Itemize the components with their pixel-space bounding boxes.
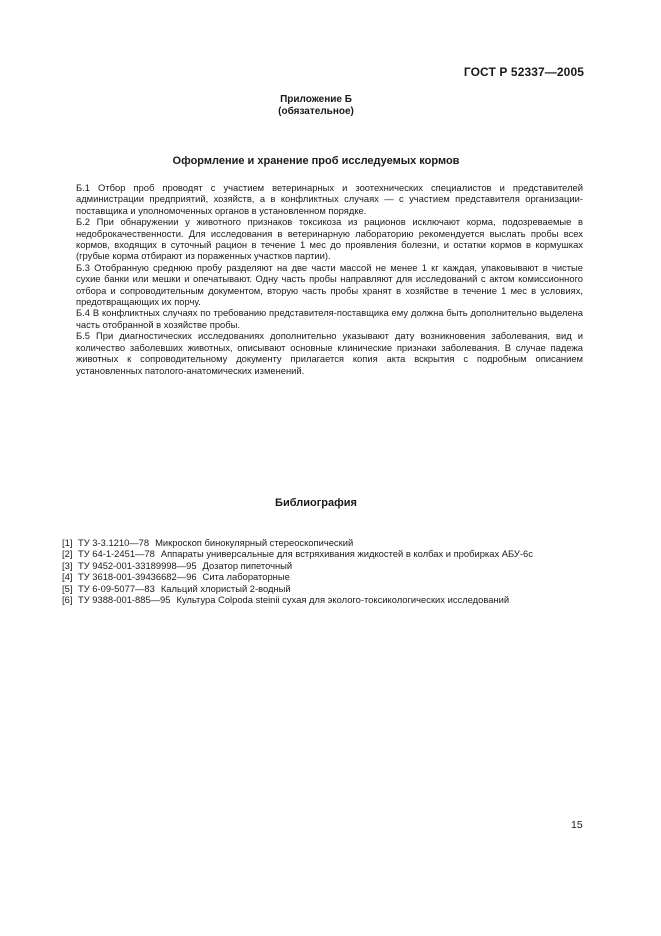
bibliography-item-title: Культура Colpoda steinii сухая для эколого-токсикологических исследований (176, 594, 510, 606)
bibliography-item-number: [5] (62, 582, 73, 594)
bibliography-item-title: Кальций хлористый 2-водный (160, 582, 291, 594)
appendix-title: Приложение Б (280, 94, 352, 105)
bibliography-item-title: Аппараты универсальные для встряхивания жидкостей в колбах и пробирках АБУ-6с (160, 548, 533, 560)
bibliography-item-number: [6] (62, 594, 73, 606)
bibliography-item-number: [3] (62, 559, 73, 571)
page-number: 15 (571, 819, 583, 831)
paragraph-b1: Б.1 Отбор проб проводят с участием ветеринарных и зоотехнических специалистов и представителей администрации предприятий, хозяйств, а в конфликтных случаях — с участием представителя организации-поставщика и уполномоченных органов в установленном порядке. (76, 182, 583, 216)
bibliography-list (62, 537, 602, 605)
bibliography-item-title: Дозатор пипеточный (202, 559, 293, 571)
appendix-subtitle: (обязательное) (278, 106, 354, 117)
paragraph-b2: Б.2 При обнаружении у животного признаков токсикоза из рационов исключают корма, подозреваемые в недоброкачественности. Для исследования в ветеринарную лабораторию рекомендуется выслать пробы всех кормов, входящих в суточный рацион в течение 1 мес до проявления болезни, и остатки кормов в кормушках (грубые корма отбирают из пораженных участков партии). (76, 216, 583, 262)
bibliography-item-standard: ТУ 9452-001-33189998—95 (78, 559, 197, 571)
section-title: Оформление и хранение проб исследуемых кормов (172, 155, 460, 167)
bibliography-item (62, 537, 602, 548)
bibliography-item (62, 583, 602, 594)
bibliography-item-standard: ТУ 64-1-2451—78 (78, 548, 155, 560)
bibliography-item-title: Сита лабораторные (202, 571, 290, 583)
section-body (76, 182, 583, 376)
appendix-heading (0, 94, 632, 118)
bibliography-item-standard: ТУ 3618-001-39436682—96 (78, 571, 197, 583)
paragraph-b3: Б.3 Отобранную среднюю пробу разделяют на две части массой не менее 1 кг каждая, упаковывают в чистые сухие банки или мешки и опечатывают. Одну часть пробы направляют для исследований с актом комиссионного отбора и сопроводительным документом, вторую часть пробы хранят в хозяйстве в течение 1 мес в условиях, предотвращающих их порчу. (76, 261, 583, 308)
bibliography-item-standard: ТУ 6-09-5077—83 (78, 582, 155, 594)
bibliography-item (62, 594, 602, 605)
bibliography-item-standard: ТУ 9388-001-885—95 (78, 594, 171, 606)
bibliography-item-number: [4] (62, 571, 73, 583)
paragraph-b5: Б.5 При диагностических исследованиях дополнительно указывают дату возникновения заболевания, вид и количество заболевших животных, описывают основные клинические признаки заболевания. В случае падежа животных к сопроводительному документу прилагается копия акта вскрытия с подробным описанием установленных патолого-анатомических изменений. (76, 330, 583, 376)
bibliography-title: Библиография (275, 497, 357, 509)
bibliography-item (62, 548, 602, 559)
bibliography-item-number: [1] (62, 537, 73, 548)
paragraph-b4: Б.4 В конфликтных случаях по требованию представителя-поставщика ему должна быть дополнительно выделена часть отобранной в хозяйстве пробы. (76, 307, 583, 330)
bibliography-item-number: [2] (62, 548, 73, 560)
bibliography-item-standard: ТУ 3-3.1210—78 (78, 537, 150, 548)
bibliography-item (62, 560, 602, 571)
document-code: ГОСТ Р 52337—2005 (463, 65, 584, 79)
bibliography-item-title: Микроскоп бинокулярный стереоскопический (155, 537, 354, 548)
bibliography-item (62, 571, 602, 582)
